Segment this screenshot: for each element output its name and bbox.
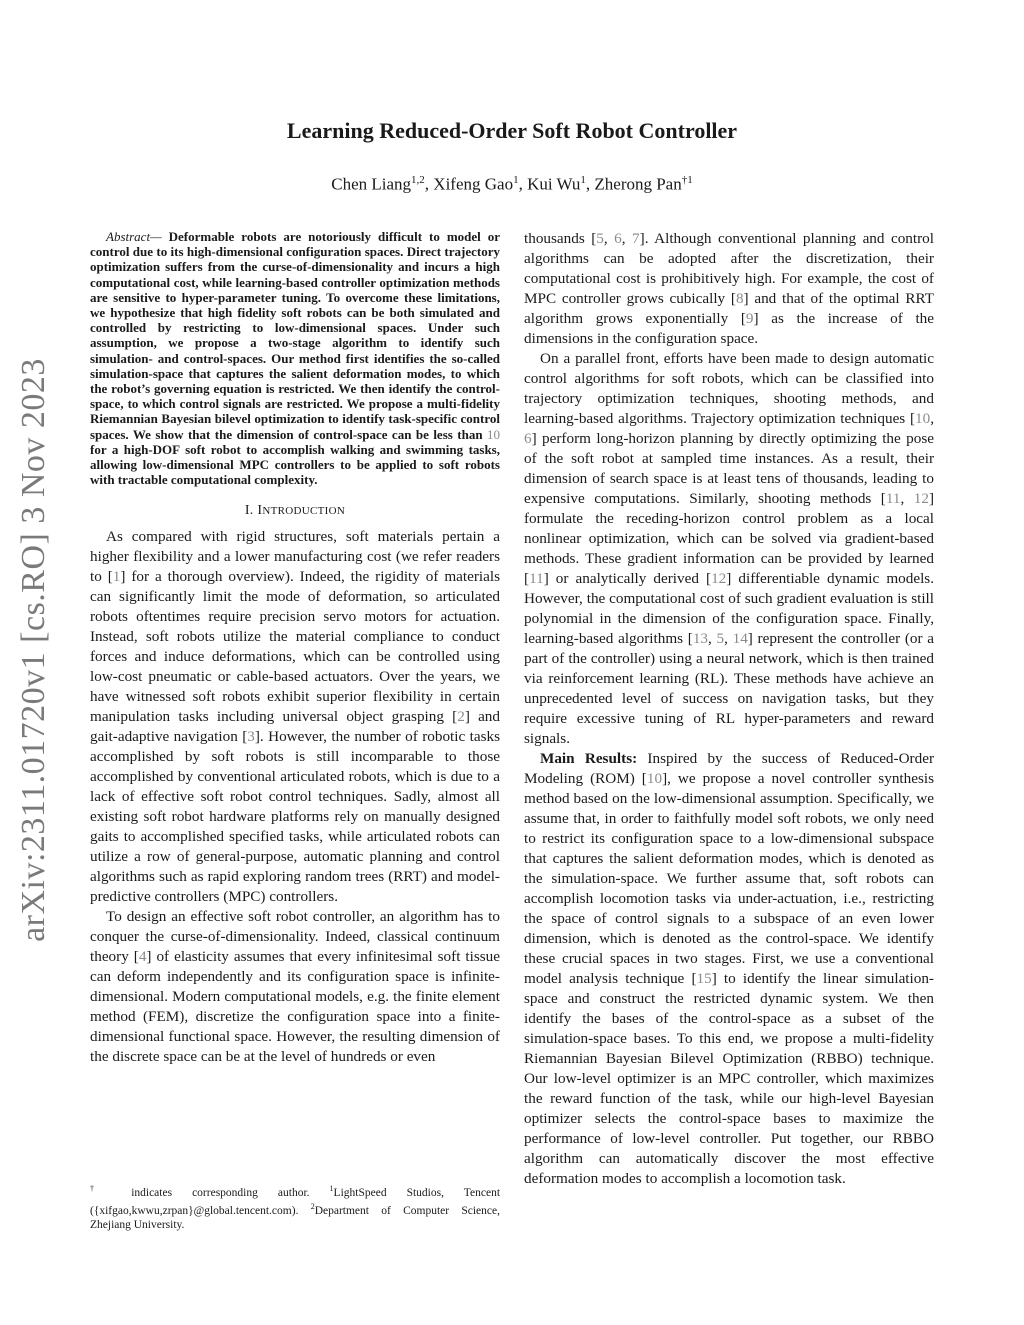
citation-ref: 7	[632, 230, 640, 247]
citation-ref: 4	[138, 948, 147, 966]
footnote-sup-1: 1	[329, 1184, 334, 1193]
paragraph-text: ]. However, the number of robotic tasks accomplished by soft robots is still incomparable to those accomplished by conventional articulated robots, which is due to a lack of effective soft robot control techniques. Sadly, almost all existing soft robot hardware platforms rely on manually designed gaits to accomplished specified tasks, while articulated robots can utilize a row of general-purpose, automatic planning and control algorithms such as rapid exploring random trees (RRT) and model-predictive controllers (MPC) controllers.	[90, 728, 500, 906]
citation-ref: 12	[711, 570, 727, 587]
paragraph-text: Inspired by the success of Reduced-Order Modeling (ROM) [	[524, 750, 935, 787]
paragraph-text: ,	[900, 490, 914, 507]
paragraph-text: ] represent the controller (or a part of the controller) using a neural network, which is then trained via reinforcement learning (RL). These methods have achieve an unprecedented level of success on navigation tasks, but they require excessive tuning of RL hyper-parameters and reward signals.	[524, 630, 935, 747]
section-first-letter: I	[257, 503, 263, 519]
paragraph-text: ] perform long-horizon planning by directly optimizing the pose of the soft robot at sampled time instances. As a result, their dimension of search space is at least tens of thousands, leading to expensive computations. Similarly, shooting methods [	[524, 430, 934, 507]
body-paragraph	[524, 749, 934, 1189]
paragraph-text: ] of elasticity assumes that every infinitesimal soft tissue can deform independently and its configuration space is infinite-dimensional. Modern computational models, e.g. the finite element method (FEM), discretize the configuration space into a finite-dimensional functional space. However, the resulting dimension of the discrete space can be at the level of hundreds or even	[90, 948, 500, 1066]
author-name: Chen Liang	[331, 174, 412, 194]
paragraph-text: ] and that of the optimal RRT algorithm grows exponentially [	[524, 290, 934, 327]
citation-ref: 6	[614, 230, 622, 247]
paragraph-text: ] or analytically derived [	[543, 570, 712, 587]
abstract-text: Deformable robots are notoriously difficult to model or control due to its high-dimensional configuration spaces. Direct trajectory optimization suffers from the curse-of-dimensionality and incurs a high computational cost, while learning-based controller optimization methods are sensitive to hyper-parameter tuning. To overcome these limitations, we hypothesize that high fidelity soft robots can be both simulated and controlled by restricting to low-dimensional spaces. Under such assumption, we propose a two-stage algorithm to identify such simulation- and control-spaces. Our method first identifies the so-called simulation-space that captures the salient deformation modes, to which the robot’s governing equation is restricted. We then identify the control-space, to which control signals are restricted. We propose a multi-fidelity Riemannian Bayesian bilevel optimization to identify task-specific control spaces. We show that the dimension of control-space can be less than	[90, 229, 501, 442]
paragraph-text: To design an effective soft robot controller, an algorithm has to conquer the curse-of-dimensionality. Indeed, classical continuum theory [	[90, 908, 500, 966]
abstract-number: 10	[487, 426, 500, 442]
citation-ref: 8	[735, 290, 744, 307]
footnote-text-2: LightSpeed Studios, Tencent ({xifgao,kwwu,zrpan}@global.tencent.com).	[90, 1186, 501, 1217]
paragraph-text: ]. Although conventional planning and control algorithms can be adopted after the discretization, their computational cost is prohibitively high. For example, the cost of MPC controller grows cubically [	[524, 230, 934, 307]
body-paragraph	[90, 907, 500, 1067]
left-column	[90, 229, 500, 1067]
citation-ref: 14	[732, 630, 748, 647]
paragraph-text: ] for a thorough overview). Indeed, the rigidity of materials can significantly limit the mode of deformation, so articulated robots oftentimes require precision servo motors for actuation. Instead, soft robots utilize the material compliance to conduct forces and induce deformations, which can be controlled using low-cost pneumatic or cable-based actuators. Over the years, we have witnessed soft robots exhibit superior flexibility in certain manipulation tasks including universal object grasping [	[90, 568, 501, 726]
section-rest: NTRODUCTION	[262, 505, 346, 518]
abstract-tail: for a high-DOF soft robot to accomplish walking and swimming tasks, allowing low-dimensional MPC controllers to be applied to soft robots with tractable computational complexity.	[90, 441, 500, 488]
author-affiliation: 1	[580, 174, 586, 186]
citation-ref: 12	[913, 490, 929, 507]
citation-ref: 9	[745, 310, 754, 327]
arxiv-stamp-text: arXiv:2311.01720v1 [cs.RO] 3 Nov 2023	[15, 358, 53, 942]
paragraph-lead: Main Results:	[540, 750, 638, 767]
section-numeral: I.	[244, 503, 254, 519]
author-name: Kui Wu	[527, 174, 581, 194]
abstract: Abstract— Deformable robots are notoriously difficult to model or control due to its high-dimensional configuration spaces. Direct trajectory optimization suffers from the curse-of-dimensionality and incurs a high computational cost, while learning-based controller optimization methods are sensitive to hyper-parameter tuning. To overcome these limitations, we hypothesize that high fidelity soft robots can be both simulated and controlled by restricting to low-dimensional spaces. Under such assumption, we propose a two-stage algorithm to identify such simulation- and control-spaces. Our method first identifies the so-called simulation-space that captures the salient deformation modes, to which the robot’s governing equation is restricted. We then identify the control-space, to which control signals are restricted. We propose a multi-fidelity Riemannian Bayesian bilevel optimization to identify task-specific control spaces. We show that the dimension of control-space can be less than 10 for a high-DOF soft robot to accomplish walking and swimming tasks, allowing low-dimensional MPC controllers to be applied to soft robots with tractable computational complexity.	[90, 229, 501, 488]
author-affiliation: 1	[513, 174, 519, 186]
footnote-text-3: Department of Computer Science, Zhejiang University.	[90, 1204, 500, 1231]
citation-ref: 13	[692, 630, 708, 647]
citation-ref: 1	[112, 568, 121, 586]
author-affiliation: †1	[681, 174, 693, 186]
abstract-label: Abstract	[106, 229, 151, 244]
paragraph-text: ,	[930, 410, 934, 427]
author-name: Zherong Pan	[594, 174, 682, 194]
author-list: Chen Liang$^{1,2}$, Xifeng Gao$^1$, Kui Wu$^1$, Zherong Pan$^{\dagger 1}$	[331, 174, 693, 194]
paragraph-text: As compared with rigid structures, soft materials pertain a higher flexibility and a lower manufacturing cost (we refer readers to [	[90, 528, 500, 586]
paragraph-text: ] as the increase of the dimensions in the configuration space.	[524, 310, 934, 347]
paragraph-text: ] formulate the receding-horizon control problem as a local nonlinear optimization, which can be solved via gradient-based methods. These gradient information can be provided by learned [	[524, 490, 934, 587]
footnote-dagger: †	[90, 1184, 112, 1193]
paragraph-text: ,	[724, 630, 733, 647]
paragraph-text: ], we propose a novel controller synthesis method based on the low-dimensional assumption. Specifically, we assume that, in order to faithfully model soft robots, we only need to restrict its configuration space to a low-dimensional subspace that captures the salient deformation modes, which is denoted as the simulation-space. We further assume that, soft robots can accomplish locomotion tasks via under-actuation, i.e., restricting the space of control signals to a subspace of an even lower dimension, which is denoted as the control-space. We identify these crucial spaces in two stages. First, we use a conventional model analysis technique [	[524, 770, 935, 987]
citation-ref: 10	[646, 770, 663, 787]
citation-ref: 2	[457, 708, 465, 726]
citation-ref: 6	[524, 430, 532, 447]
body-paragraph	[90, 527, 500, 907]
citation-ref: 5	[596, 230, 604, 247]
author-name: Xifeng Gao	[433, 174, 514, 194]
paragraph-text: ,	[708, 630, 717, 647]
paragraph-text: ,	[603, 230, 615, 247]
paragraph-text: ] to identify the linear simulation-space and construct the restricted dynamic system. We then identify the bases of the control-space as a subset of the simulation-space bases. To this end, we propose a multi-fidelity Riemannian Bayesian Bilevel Optimization (RBBO) technique. Our low-level optimizer is an MPC controller, which maximizes the reward function of the task, while our high-level Bayesian optimizer selects the control-space bases to maximize the performance of low-level controller. Put together, our RBBO algorithm can automatically discover the most effective deformation modes to accomplish a locomotion task.	[524, 970, 934, 1187]
arxiv-side-stamp	[2, 330, 66, 970]
citation-ref: 11	[885, 490, 901, 507]
paper-title: Learning Reduced-Order Soft Robot Controller	[286, 118, 738, 143]
citation-ref: 3	[247, 728, 255, 746]
paragraph-text: thousands [	[524, 230, 597, 247]
citation-ref: 5	[716, 630, 725, 647]
body-paragraph	[524, 229, 934, 349]
author-affiliation: 1,2	[411, 174, 425, 186]
citation-ref: 11	[529, 570, 544, 587]
body-paragraph	[524, 349, 934, 749]
citation-ref: 10	[915, 410, 931, 427]
footnote-sup-2: 2	[310, 1201, 315, 1211]
right-body	[524, 229, 934, 1189]
citation-ref: 15	[696, 970, 712, 987]
paragraph-text: ,	[621, 230, 633, 247]
left-body	[90, 527, 500, 1067]
right-column	[524, 229, 934, 1189]
paragraph-text: ] and gait-adaptive navigation [	[90, 708, 500, 746]
section-heading	[90, 501, 500, 521]
footnote-text-1: indicates corresponding author.	[131, 1186, 310, 1199]
footnote	[90, 1182, 500, 1232]
paragraph-text: ] differentiable dynamic models. However, the computational cost of such gradient evaluation is still polynomial in the dimension of the configuration space. Finally, learning-based algorithms [	[524, 570, 934, 647]
paragraph-text: On a parallel front, efforts have been made to design automatic control algorithms for soft robots, which can be classified into trajectory optimization techniques, shooting methods, and learning-based algorithms. Trajectory optimization techniques [	[524, 350, 934, 427]
